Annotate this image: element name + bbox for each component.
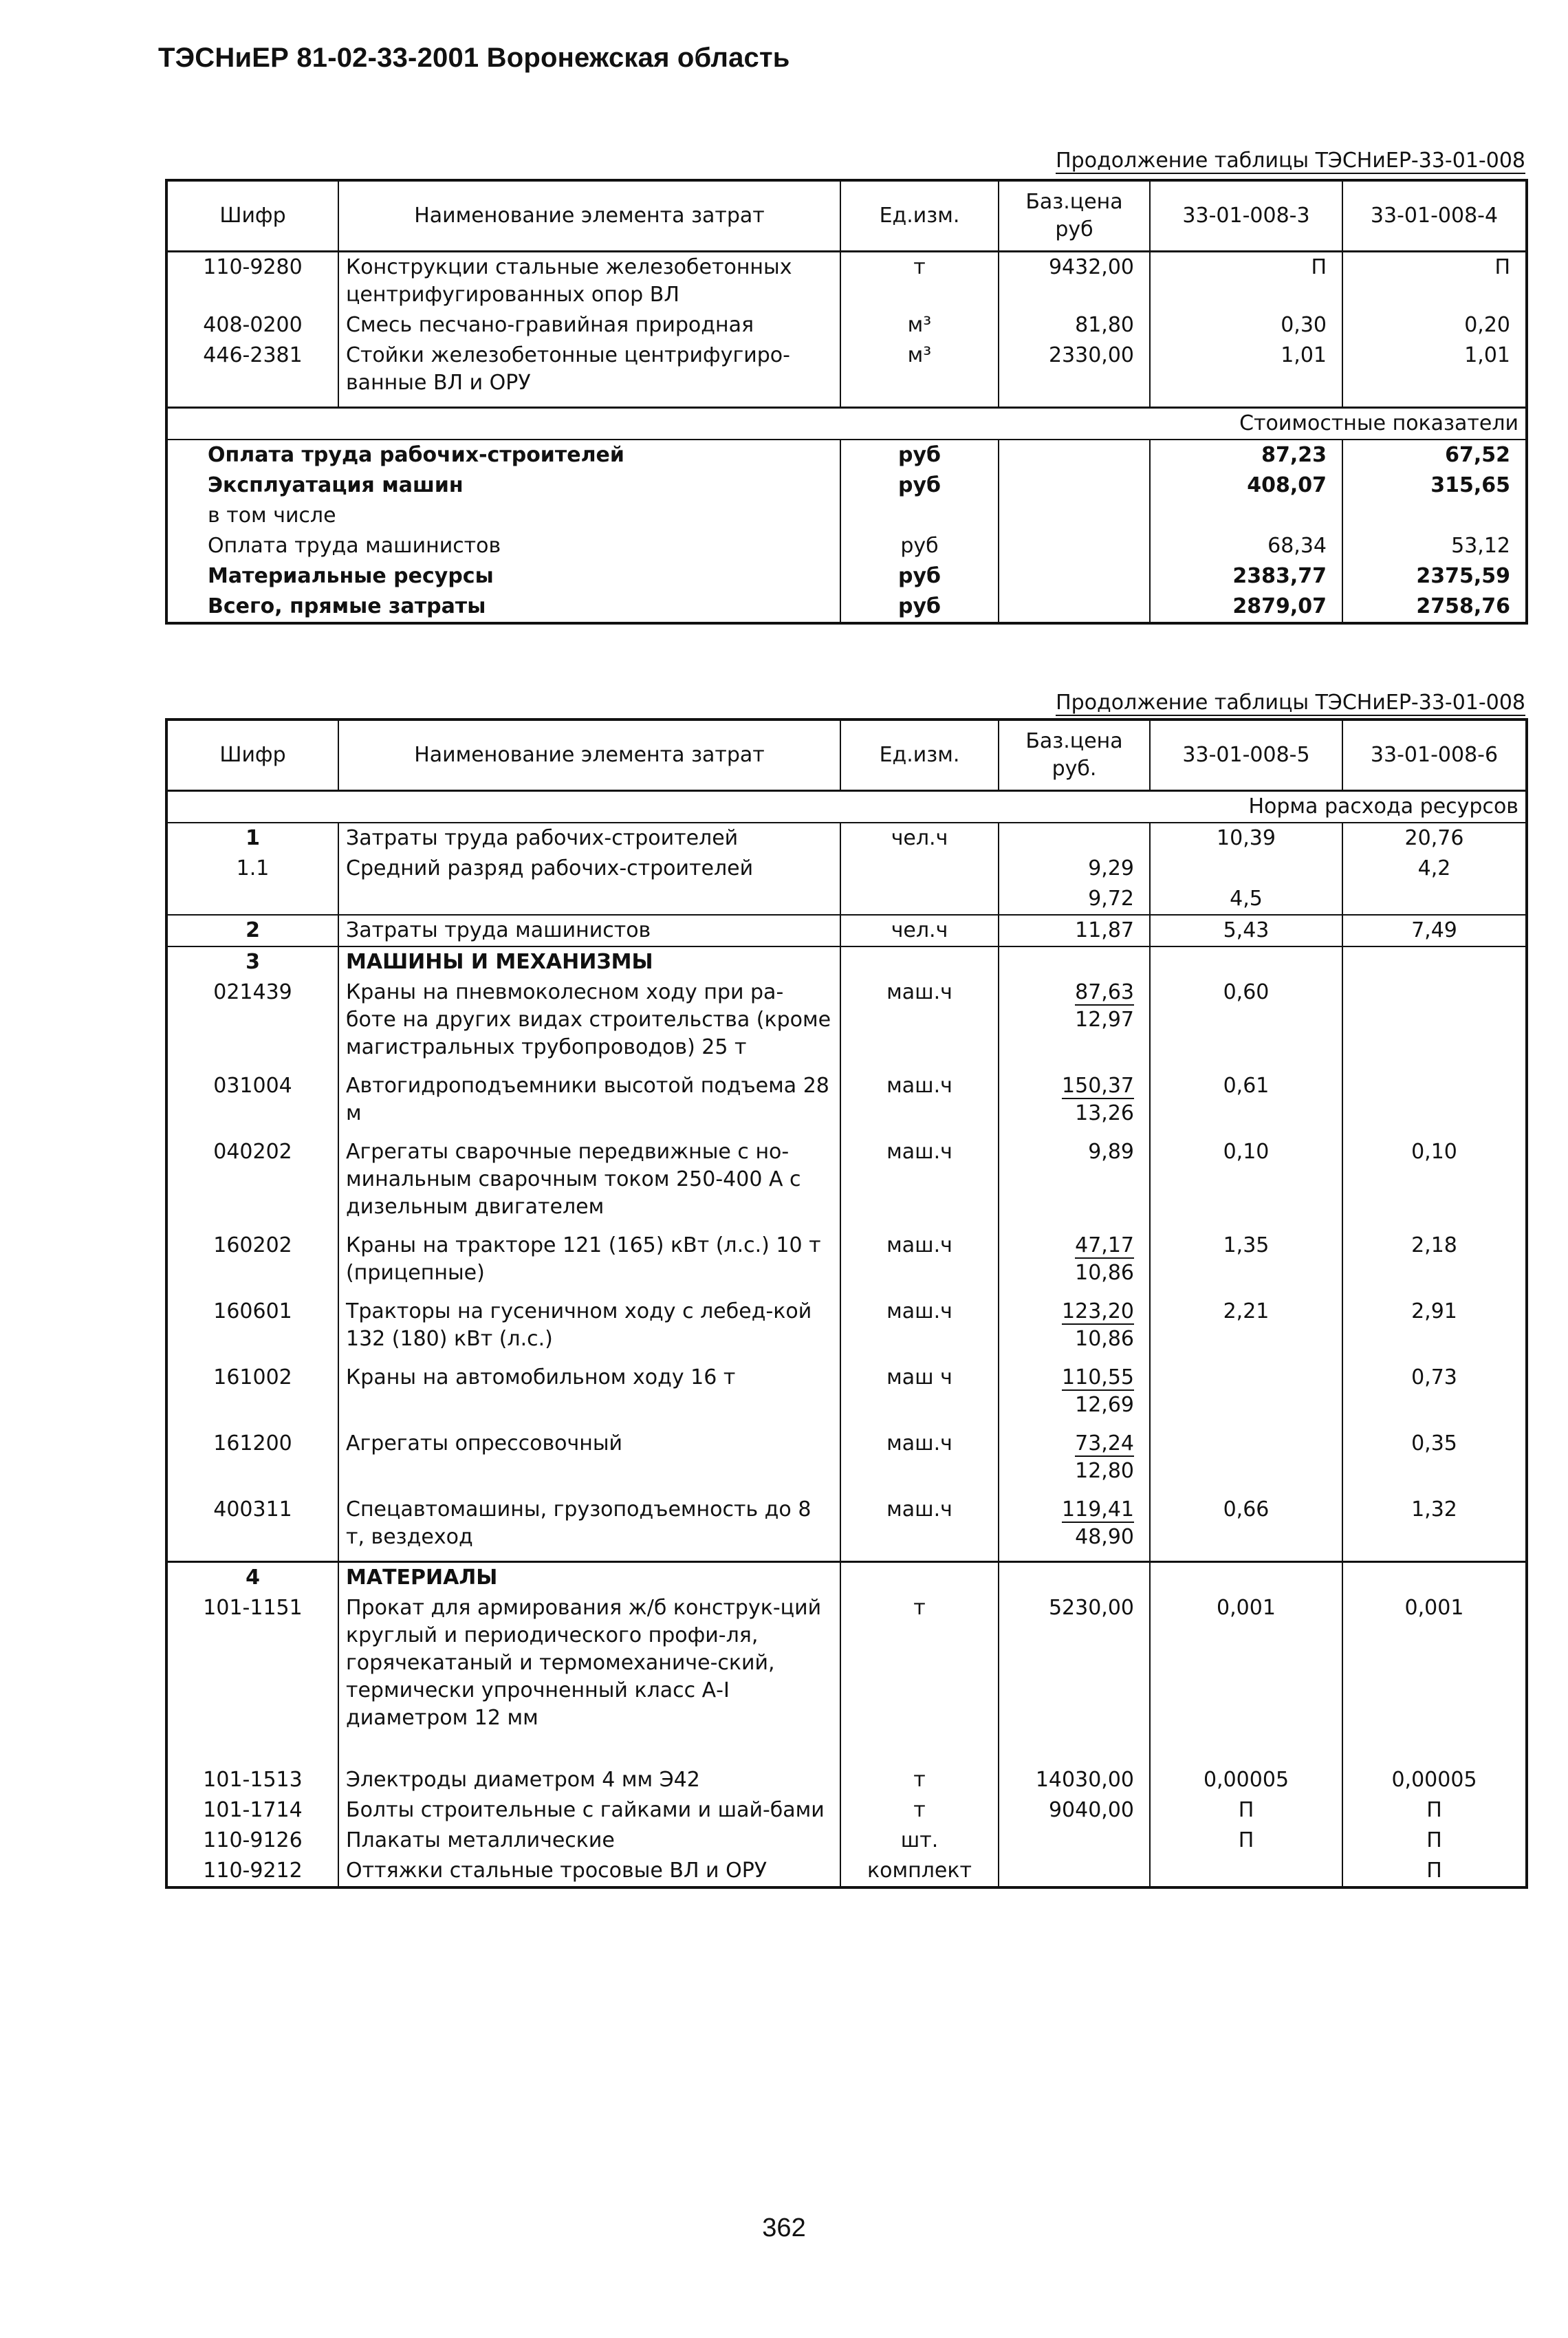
row-unit: т [840, 1593, 999, 1765]
summary-name: Эксплуатация машин [166, 470, 840, 501]
row-value-1 [1150, 1363, 1342, 1429]
row-name: Спецавтомашины, грузоподъемность до 8 т, вездеход [338, 1495, 840, 1562]
row-name: Затраты труда машинистов [338, 915, 840, 946]
summary-price [999, 470, 1150, 501]
row-unit: чел.ч [840, 915, 999, 946]
col-c1-header: 33-01-008-5 [1150, 719, 1342, 791]
summary-unit: руб [840, 440, 999, 470]
table1-caption [825, 149, 1525, 173]
row-name: Краны на пневмоколесном ходу при ра-боте на других видах строительства (кроме магистральных трубопроводов) 25 т [338, 977, 840, 1071]
machine-row [166, 1137, 1527, 1231]
row-name: Тракторы на гусеничном ходу с лебед-кой 132 (180) кВт (л.с.) [338, 1297, 840, 1363]
row-name: МАТЕРИАЛЫ [338, 1562, 840, 1594]
row-unit: т [840, 1765, 999, 1795]
row-value-2: 7,49 [1342, 915, 1527, 946]
row-value-2: 0,001 [1342, 1593, 1527, 1765]
row-name [338, 884, 840, 915]
labor-row [166, 915, 1527, 946]
summary-row [166, 561, 1527, 592]
table1-section-row [166, 408, 1527, 440]
table2-machine-rows [166, 977, 1527, 1562]
machine-row [166, 1071, 1527, 1137]
row-unit: м³ [840, 340, 999, 408]
price-total-value: 123,20 [1062, 1299, 1134, 1323]
row-price [999, 1231, 1150, 1297]
row-price: 11,87 [999, 915, 1150, 946]
machine-row [166, 977, 1527, 1071]
row-unit: маш.ч [840, 977, 999, 1071]
summary-value-1: 408,07 [1150, 470, 1342, 501]
row-code: 031004 [166, 1071, 338, 1137]
table2-labor-rows [166, 823, 1527, 946]
row-code: 2 [166, 915, 338, 946]
row-price [999, 977, 1150, 1071]
section-title: Стоимостные показатели [166, 408, 1527, 440]
row-value-2 [1342, 977, 1527, 1071]
row-price [999, 1826, 1150, 1856]
row-value-2: П [1342, 1826, 1527, 1856]
row-value-2: 4,2 [1342, 854, 1527, 884]
row-code: 400311 [166, 1495, 338, 1562]
row-value-1: 0,001 [1150, 1593, 1342, 1765]
summary-unit: руб [840, 561, 999, 592]
row-code: 408-0200 [166, 310, 338, 340]
row-value-2: 1,01 [1342, 340, 1527, 408]
row-unit: чел.ч [840, 823, 999, 854]
row-unit: маш ч [840, 1363, 999, 1429]
row-name: Конструкции стальные железобетонных центрифугированных опор ВЛ [338, 252, 840, 311]
price-total [1006, 1364, 1134, 1392]
row-unit: маш.ч [840, 1429, 999, 1495]
row-value-2: 2,18 [1342, 1231, 1527, 1297]
row-code: 161002 [166, 1363, 338, 1429]
row-value-1: 0,30 [1150, 310, 1342, 340]
row-unit: т [840, 252, 999, 311]
row-unit: м³ [840, 310, 999, 340]
row-name: Краны на тракторе 121 (165) кВт (л.с.) 10 т (прицепные) [338, 1231, 840, 1297]
row-price: 9,29 [999, 854, 1150, 884]
summary-row [166, 470, 1527, 501]
row-code: 101-1714 [166, 1795, 338, 1826]
row-value-2: 0,20 [1342, 310, 1527, 340]
summary-name: Материальные ресурсы [166, 561, 840, 592]
summary-name: Оплата труда рабочих-строителей [166, 440, 840, 470]
price-total [1006, 1430, 1134, 1458]
col-c2-header: 33-01-008-6 [1342, 719, 1527, 791]
summary-unit: руб [840, 592, 999, 623]
cost-table-1 [165, 179, 1528, 625]
price-total: 9,89 [1088, 1140, 1134, 1164]
cost-table-2 [165, 718, 1528, 1889]
price-total-value: 87,63 [1075, 980, 1134, 1004]
summary-value-2 [1342, 501, 1527, 531]
row-price [999, 1856, 1150, 1887]
price-total-value: 110,55 [1062, 1365, 1134, 1389]
machine-row [166, 1495, 1527, 1562]
price-wage: 10,86 [1075, 1261, 1134, 1285]
table1-header-row [166, 180, 1527, 252]
table-row [166, 310, 1527, 340]
row-value-1: 5,43 [1150, 915, 1342, 946]
summary-price [999, 501, 1150, 531]
row-value-2: 0,00005 [1342, 1765, 1527, 1795]
price-wage: 13,26 [1075, 1101, 1134, 1125]
summary-value-2: 2375,59 [1342, 561, 1527, 592]
price-wage: 10,86 [1075, 1327, 1134, 1351]
row-code: 1 [166, 823, 338, 854]
table2-caption [825, 691, 1525, 715]
row-unit: маш.ч [840, 1071, 999, 1137]
row-price: 81,80 [999, 310, 1150, 340]
summary-name: Всего, прямые затраты [166, 592, 840, 623]
summary-value-2: 2758,76 [1342, 592, 1527, 623]
col-c2-header: 33-01-008-4 [1342, 180, 1527, 252]
row-value-2: 0,10 [1342, 1137, 1527, 1231]
row-value-1: 4,5 [1150, 884, 1342, 915]
row-value-2: П [1342, 252, 1527, 311]
col-price-header: Баз.цена руб. [999, 719, 1150, 791]
row-price: 9432,00 [999, 252, 1150, 311]
row-code: 160202 [166, 1231, 338, 1297]
table1-caption-text: Продолжение таблицы ТЭСНиЕР-33-01-008 [1056, 149, 1525, 173]
row-value-1: 1,01 [1150, 340, 1342, 408]
material-row [166, 1765, 1527, 1795]
row-name: Прокат для армирования ж/б конструк-ций круглый и периодического профи-ля, горячекатаный и термомеханиче-ский, термически упрочненный класс А-I диаметром 12 мм [338, 1593, 840, 1765]
row-price: 9040,00 [999, 1795, 1150, 1826]
row-price [999, 1429, 1150, 1495]
row-name: Оттяжки стальные тросовые ВЛ и ОРУ [338, 1856, 840, 1887]
row-name: Краны на автомобильном ходу 16 т [338, 1363, 840, 1429]
labor-row [166, 823, 1527, 854]
row-unit: т [840, 1795, 999, 1826]
document-header: ТЭСНиЕР 81-02-33-2001 Воронежская область [158, 43, 790, 73]
summary-unit: руб [840, 531, 999, 561]
row-value-1 [1150, 1856, 1342, 1887]
price-wage: 48,90 [1075, 1525, 1134, 1549]
table1-resource-rows [166, 252, 1527, 408]
row-price [999, 1297, 1150, 1363]
row-value-1: 0,61 [1150, 1071, 1342, 1137]
col-price-header: Баз.цена руб [999, 180, 1150, 252]
row-code: 3 [166, 946, 338, 977]
material-row [166, 1856, 1527, 1887]
row-unit [840, 884, 999, 915]
table2-header-row [166, 719, 1527, 791]
summary-value-1: 2383,77 [1150, 561, 1342, 592]
materials-title-row [166, 1562, 1527, 1594]
summary-row [166, 440, 1527, 470]
summary-value-2: 315,65 [1342, 470, 1527, 501]
summary-value-2: 67,52 [1342, 440, 1527, 470]
table2-caption-text: Продолжение таблицы ТЭСНиЕР-33-01-008 [1056, 691, 1525, 715]
price-wage: 12,80 [1075, 1459, 1134, 1483]
row-value-1: 0,10 [1150, 1137, 1342, 1231]
row-value-2: 20,76 [1342, 823, 1527, 854]
row-unit: маш.ч [840, 1495, 999, 1562]
row-value-1: П [1150, 1826, 1342, 1856]
row-name: Электроды диаметром 4 мм Э42 [338, 1765, 840, 1795]
row-unit: маш.ч [840, 1137, 999, 1231]
row-price: 14030,00 [999, 1765, 1150, 1795]
price-total-value: 150,37 [1062, 1074, 1134, 1098]
row-price: 2330,00 [999, 340, 1150, 408]
summary-row [166, 592, 1527, 623]
row-name: Болты строительные с гайками и шай-бами [338, 1795, 840, 1826]
price-total [1006, 979, 1134, 1006]
price-wage: 12,69 [1075, 1393, 1134, 1417]
row-value-1: 0,66 [1150, 1495, 1342, 1562]
row-unit: маш.ч [840, 1231, 999, 1297]
row-value-2: П [1342, 1795, 1527, 1826]
row-code: 110-9212 [166, 1856, 338, 1887]
row-code: 101-1513 [166, 1765, 338, 1795]
col-unit-header: Ед.изм. [840, 719, 999, 791]
summary-row [166, 531, 1527, 561]
row-code: 040202 [166, 1137, 338, 1231]
price-total-value: 73,24 [1075, 1431, 1134, 1455]
row-name: Смесь песчано-гравийная природная [338, 310, 840, 340]
row-value-2 [1342, 1071, 1527, 1137]
summary-value-2: 53,12 [1342, 531, 1527, 561]
col-unit-header: Ед.изм. [840, 180, 999, 252]
row-value-1: 0,60 [1150, 977, 1342, 1071]
row-name: Стойки железобетонные центрифугиро-ванные ВЛ и ОРУ [338, 340, 840, 408]
row-code: 446-2381 [166, 340, 338, 408]
row-value-1: 1,35 [1150, 1231, 1342, 1297]
row-value-2 [1342, 884, 1527, 915]
row-value-2: П [1342, 1856, 1527, 1887]
section-title: Норма расхода ресурсов [166, 791, 1527, 823]
table2-section-row [166, 791, 1527, 823]
machine-row [166, 1297, 1527, 1363]
row-value-1 [1150, 1429, 1342, 1495]
table2-material-rows [166, 1593, 1527, 1887]
row-value-2: 2,91 [1342, 1297, 1527, 1363]
row-code: 021439 [166, 977, 338, 1071]
row-unit: комплект [840, 1856, 999, 1887]
col-name-header: Наименование элемента затрат [338, 719, 840, 791]
machine-row [166, 1429, 1527, 1495]
summary-value-1: 68,34 [1150, 531, 1342, 561]
summary-price [999, 592, 1150, 623]
row-value-2: 0,73 [1342, 1363, 1527, 1429]
row-price: 9,72 [999, 884, 1150, 915]
row-price [999, 1495, 1150, 1562]
row-value-1: 0,00005 [1150, 1765, 1342, 1795]
row-name: Агрегаты опрессовочный [338, 1429, 840, 1495]
machine-row [166, 1363, 1527, 1429]
row-code: 160601 [166, 1297, 338, 1363]
row-code: 161200 [166, 1429, 338, 1495]
row-value-2: 0,35 [1342, 1429, 1527, 1495]
summary-name: Оплата труда машинистов [166, 531, 840, 561]
row-name: Затраты труда рабочих-строителей [338, 823, 840, 854]
table1-summary-rows [166, 440, 1527, 623]
row-unit [840, 854, 999, 884]
row-price: 5230,00 [999, 1593, 1150, 1765]
row-price [999, 1363, 1150, 1429]
summary-price [999, 440, 1150, 470]
col-code-header: Шифр [166, 180, 338, 252]
row-name: Автогидроподъемники высотой подъема 28 м [338, 1071, 840, 1137]
labor-row [166, 854, 1527, 884]
row-unit: маш.ч [840, 1297, 999, 1363]
row-value-1: 2,21 [1150, 1297, 1342, 1363]
summary-value-1 [1150, 501, 1342, 531]
row-name: Средний разряд рабочих-строителей [338, 854, 840, 884]
material-row [166, 1826, 1527, 1856]
price-total [1006, 1298, 1134, 1325]
row-code: 101-1151 [166, 1593, 338, 1765]
row-name: МАШИНЫ И МЕХАНИЗМЫ [338, 946, 840, 977]
summary-row [166, 501, 1527, 531]
row-code: 4 [166, 1562, 338, 1594]
row-code: 110-9280 [166, 252, 338, 311]
summary-value-1: 2879,07 [1150, 592, 1342, 623]
row-name: Плакаты металлические [338, 1826, 840, 1856]
row-value-1 [1150, 854, 1342, 884]
col-c1-header: 33-01-008-3 [1150, 180, 1342, 252]
material-row [166, 1593, 1527, 1765]
row-value-2: 1,32 [1342, 1495, 1527, 1562]
summary-value-1: 87,23 [1150, 440, 1342, 470]
summary-unit [840, 501, 999, 531]
row-code: 110-9126 [166, 1826, 338, 1856]
row-unit: шт. [840, 1826, 999, 1856]
row-code: 1.1 [166, 854, 338, 884]
price-total [1006, 1072, 1134, 1100]
summary-price [999, 531, 1150, 561]
machines-title-row [166, 946, 1527, 977]
summary-unit: руб [840, 470, 999, 501]
price-total [1006, 1496, 1134, 1524]
table-row [166, 252, 1527, 311]
table-row [166, 340, 1527, 408]
row-price [999, 1137, 1150, 1231]
row-code [166, 884, 338, 915]
col-code-header: Шифр [166, 719, 338, 791]
col-name-header: Наименование элемента затрат [338, 180, 840, 252]
price-total-value: 119,41 [1062, 1497, 1134, 1522]
material-row [166, 1795, 1527, 1826]
price-wage: 12,97 [1075, 1008, 1134, 1032]
row-price [999, 1071, 1150, 1137]
price-total [1006, 1232, 1134, 1259]
row-name: Агрегаты сварочные передвижные с но-минальным сварочным током 250-400 А с дизельным двигателем [338, 1137, 840, 1231]
row-value-1: П [1150, 252, 1342, 311]
page-number: 362 [762, 2213, 806, 2242]
labor-row [166, 884, 1527, 915]
row-value-1: 10,39 [1150, 823, 1342, 854]
row-price [999, 823, 1150, 854]
row-value-1: П [1150, 1795, 1342, 1826]
summary-price [999, 561, 1150, 592]
summary-name: в том числе [166, 501, 840, 531]
machine-row [166, 1231, 1527, 1297]
price-total-value: 47,17 [1075, 1233, 1134, 1257]
